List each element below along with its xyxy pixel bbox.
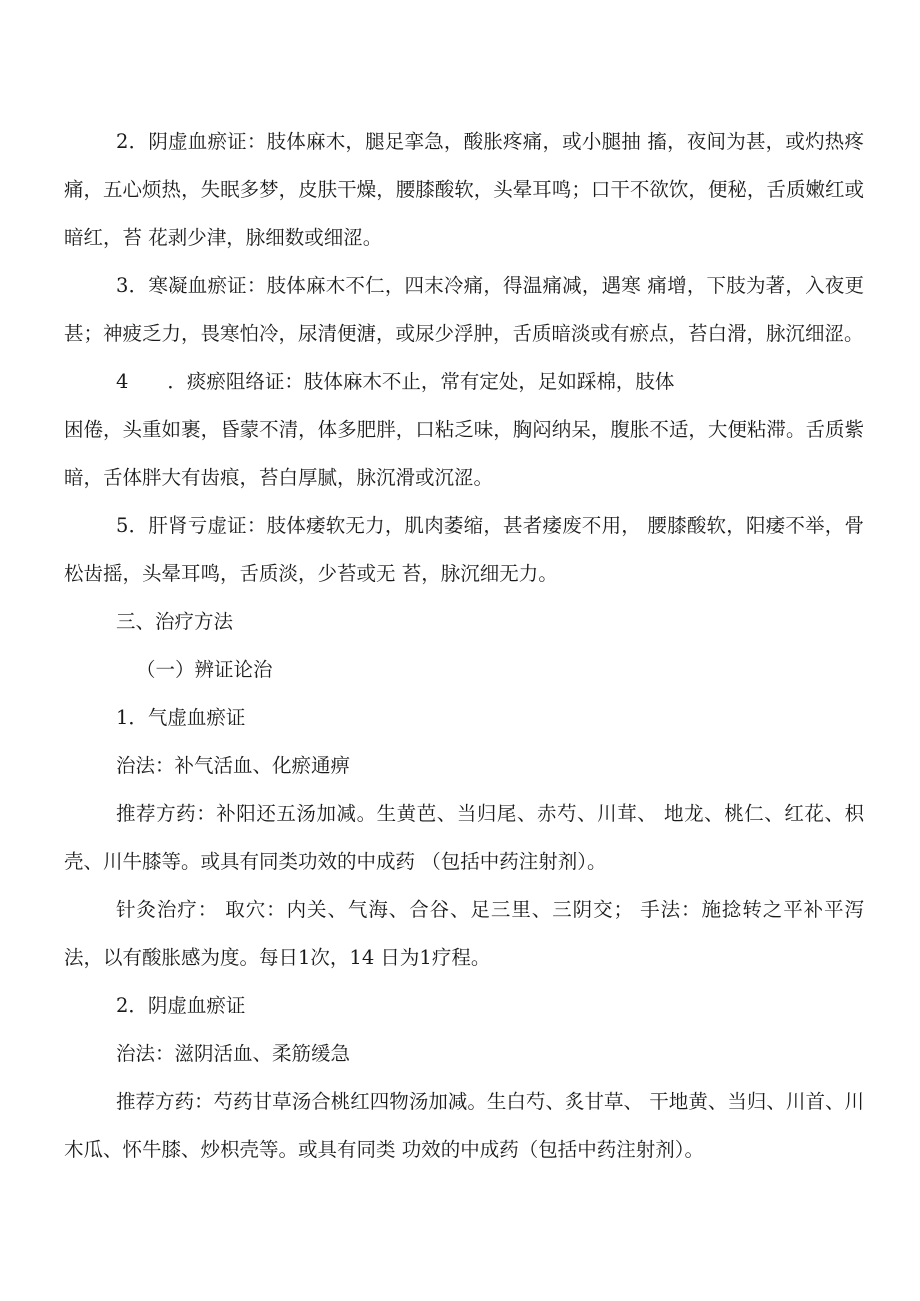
- item-heading-qi-deficiency: 1．气虚血瘀证: [116, 706, 246, 729]
- acupuncture-treatment-qi-deficiency: 针灸治疗： 取穴：内关、气海、合谷、足三里、三阴交； 手法：施捻转之平补平泻法，以有酸胀感为度。每日1次，14 日为1疗程。: [64, 898, 864, 969]
- paragraph-phlegm-stasis-heading-line: 4 ．痰瘀阻络证：肢体麻木不止，常有定处，足如踩棉，肢体: [116, 370, 675, 393]
- paragraph-phlegm-stasis-body: 困倦，头重如裹，昏蒙不清，体多肥胖，口粘乏味，胸闷纳呆，腹胀不适，大便粘滞。舌质紫暗，舌体胖大有齿痕，苔白厚腻，脉沉滑或沉涩。: [64, 418, 864, 489]
- treatment-principle-qi-deficiency: 治法：补气活血、化瘀通痹: [116, 754, 351, 777]
- recommended-prescription-yin-deficiency: 推荐方药：芍药甘草汤合桃红四物汤加减。生白芍、炙甘草、 干地黄、当归、川首、川木瓜、怀牛膝、炒枳壳等。或具有同类 功效的中成药（包括中药注射剂）。: [64, 1090, 864, 1161]
- paragraph-cold-coagulation-blood-stasis: 3．寒凝血瘀证：肢体麻木不仁，四末冷痛，得温痛减，遇寒 痛增，下肢为著，入夜更甚；神疲乏力，畏寒怕冷，尿清便溏，或尿少浮肿，舌质暗淡或有瘀点，苔白滑，脉沉细涩。: [64, 274, 864, 345]
- recommended-prescription-qi-deficiency: 推荐方药：补阳还五汤加减。生黄芭、当归尾、赤芍、川茸、 地龙、桃仁、红花、枳壳、川牛膝等。或具有同类功效的中成药 （包括中药注射剂）。: [64, 802, 864, 873]
- treatment-principle-yin-deficiency: 治法：滋阴活血、柔筋缓急: [116, 1042, 351, 1065]
- subsection-heading-syndrome-differentiation: （一）辨证论治: [136, 658, 273, 681]
- paragraph-liver-kidney-deficiency: 5．肝肾亏虚证：肢体痿软无力，肌肉萎缩，甚者痿废不用， 腰膝酸软，阳痿不举，骨松齿摇，头晕耳鸣，舌质淡，少苔或无 苔，脉沉细无力。: [64, 514, 864, 585]
- item-heading-yin-deficiency: 2．阴虚血瘀证: [116, 994, 246, 1017]
- section-heading-treatment-methods: 三、治疗方法: [116, 610, 234, 633]
- paragraph-yin-deficiency-blood-stasis: 2．阴虚血瘀证：肢体麻木，腿足挛急，酸胀疼痛，或小腿抽 搐，夜间为甚，或灼热疼痛，五心烦热，失眠多梦，皮肤干燥，腰膝酸软，头晕耳鸣；口干不欲饮，便秘，舌质嫩红或暗红，苔 花剥少津，脉细数或细涩。: [64, 130, 864, 249]
